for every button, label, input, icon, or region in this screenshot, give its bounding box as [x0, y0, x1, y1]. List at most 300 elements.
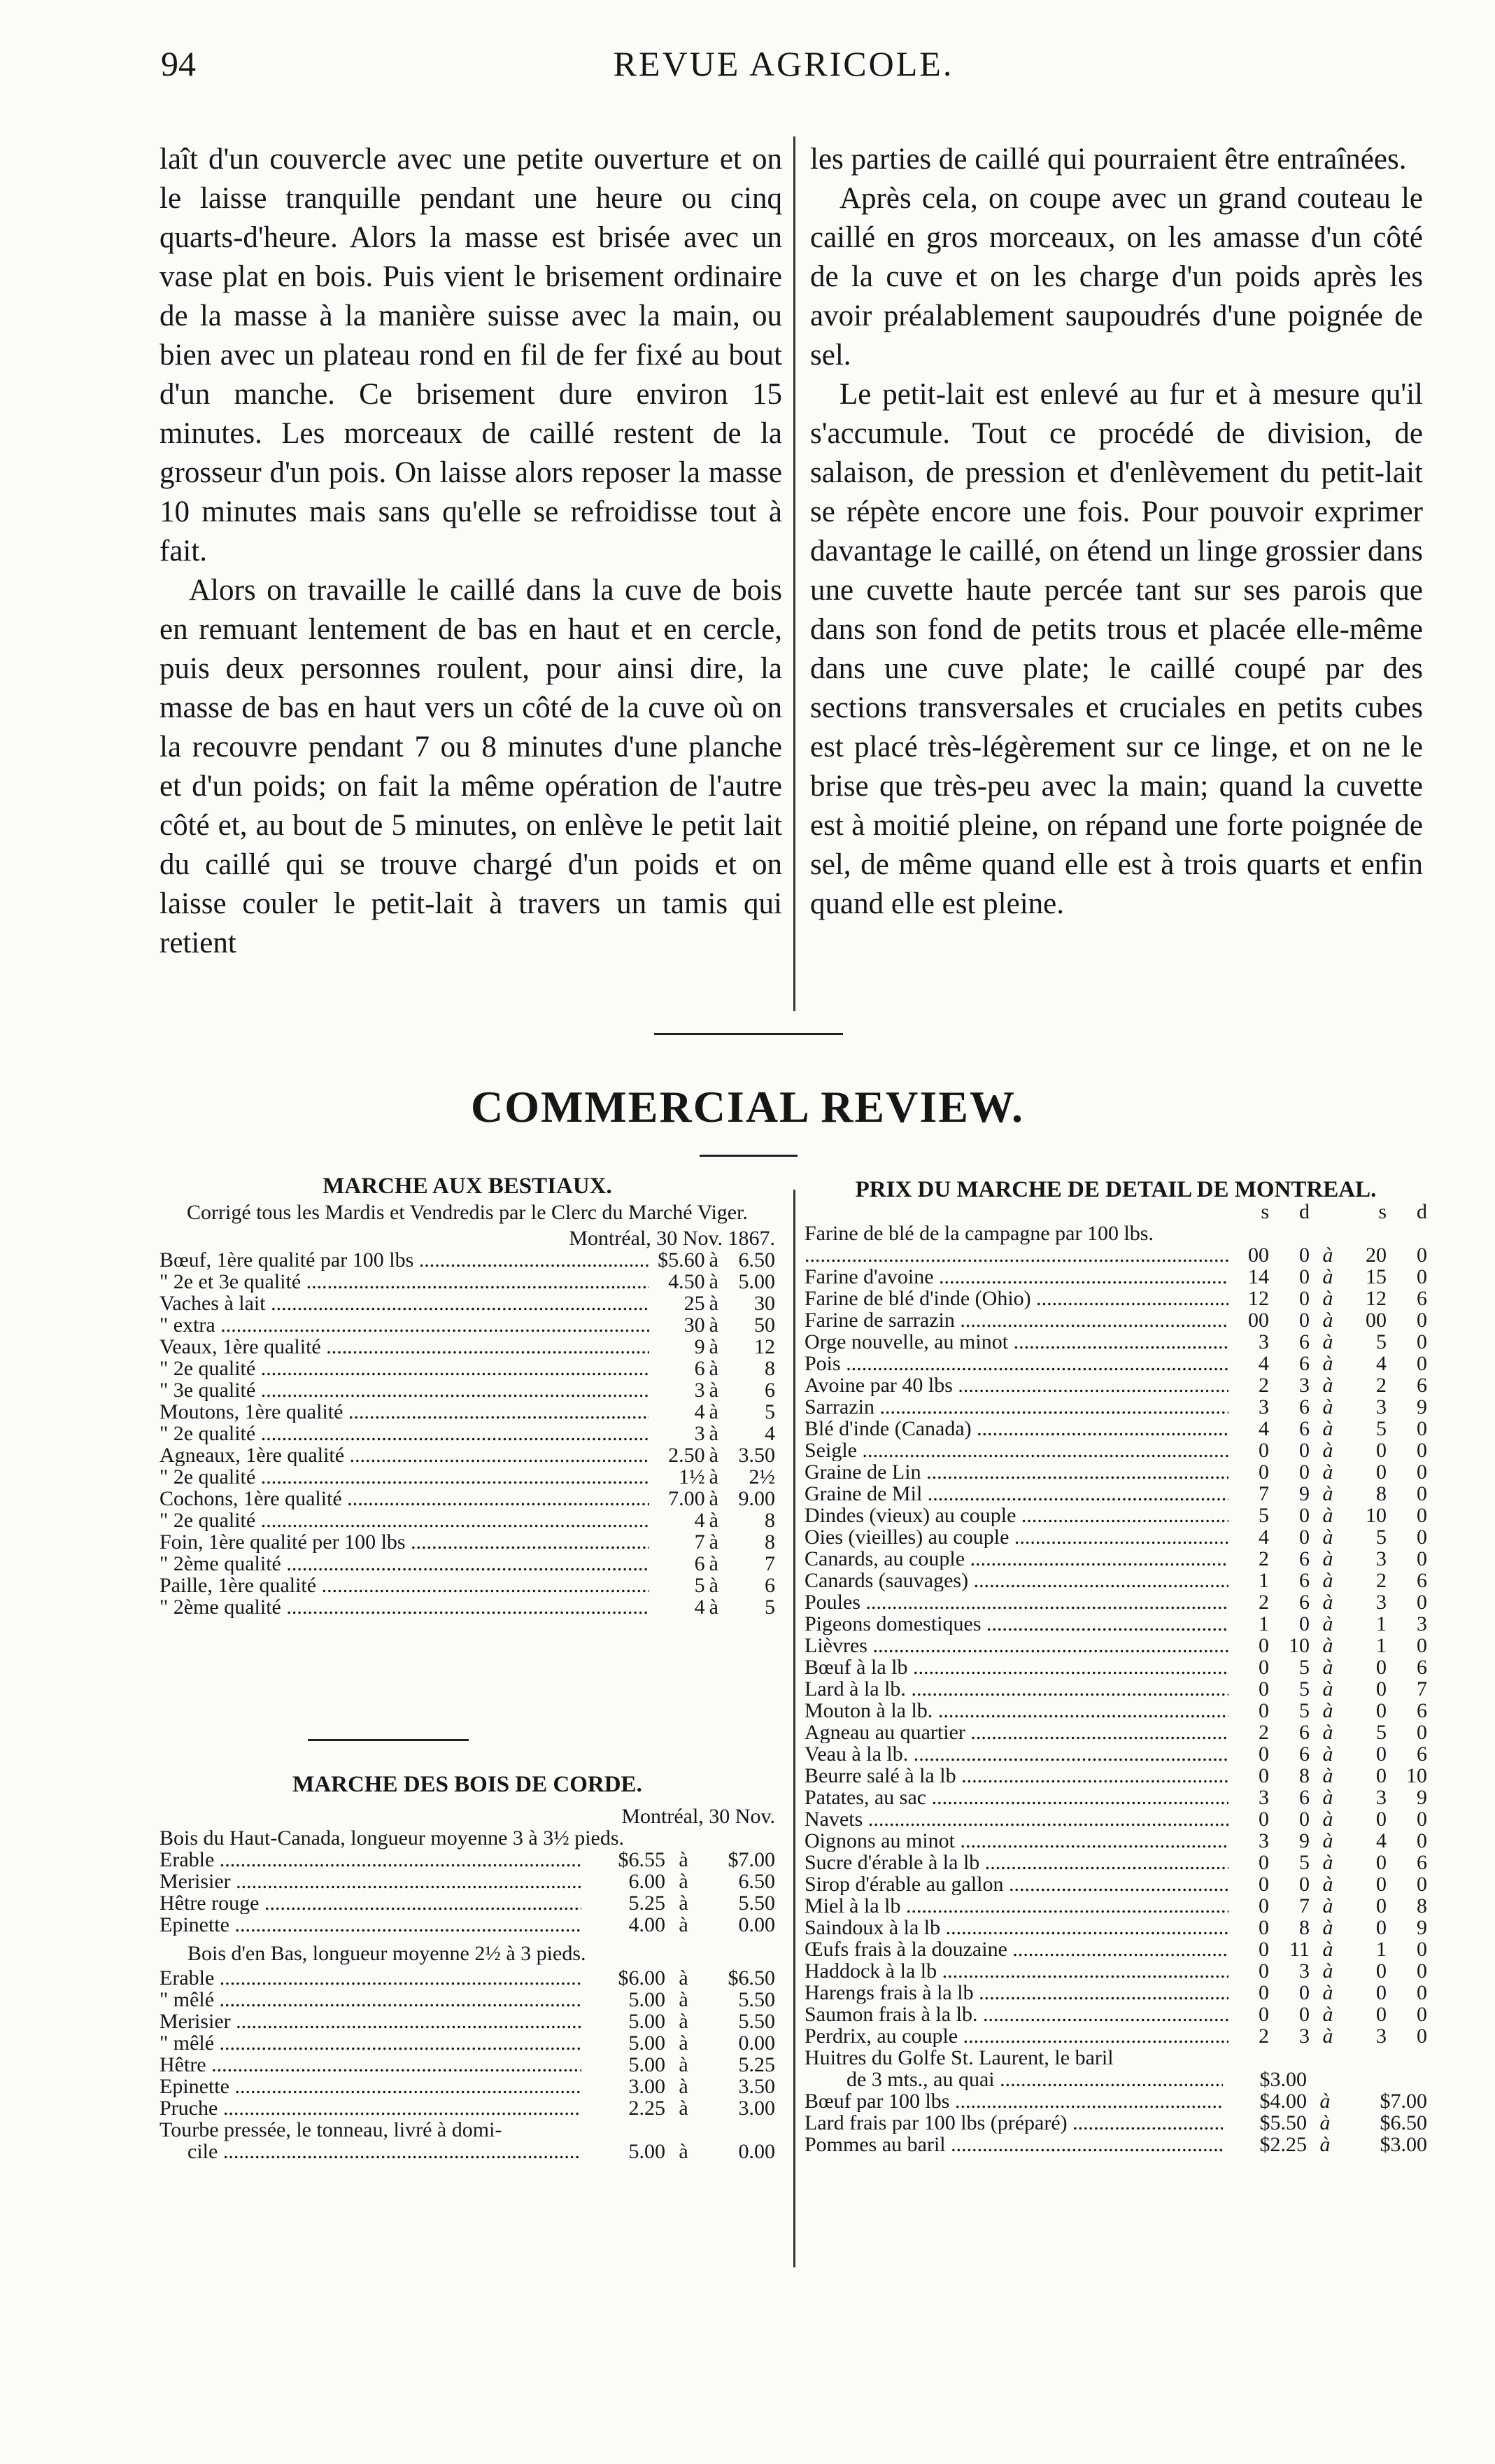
row-sep: à — [1322, 1656, 1333, 1679]
row-d-low: 0 — [1299, 1873, 1310, 1896]
row-s-high: 0 — [1376, 1439, 1387, 1462]
retail-market-table — [805, 1179, 1427, 2155]
wood-last-name-1: Tourbe pressée, le tonneau, livré à domi- — [160, 2118, 502, 2141]
row-d-high: 0 — [1417, 1526, 1427, 1549]
row-low: 7 — [694, 1530, 705, 1554]
row-name: Erable ..... — [160, 1849, 581, 1871]
row-s-high: 0 — [1376, 1894, 1387, 1917]
row-name: Paille, 1ère qualité ..... — [160, 1575, 649, 1596]
table-row — [160, 1575, 775, 1596]
wood-rows-lower — [160, 1967, 775, 2119]
retail-tail-rows — [805, 2090, 1427, 2155]
row-low: 2.25 — [628, 2097, 665, 2120]
row-d-low: 3 — [1299, 2025, 1310, 2048]
row-high: 5 — [765, 1400, 775, 1423]
table-row — [160, 2097, 775, 2119]
row-name: Farine d'avoine ..... — [805, 1266, 1228, 1288]
row-sep: à — [709, 1379, 718, 1402]
row-sep: à — [1322, 1612, 1333, 1635]
row-d-low: 11 — [1289, 1938, 1310, 1961]
row-d-low: 6 — [1299, 1547, 1310, 1570]
row-name: Bœuf à la lb ..... — [805, 1656, 1228, 1678]
row-sep: à — [1322, 2003, 1333, 2026]
row-low: 4.50 — [668, 1270, 705, 1293]
row-sep: à — [679, 2053, 688, 2076]
row-s-high: 0 — [1376, 1460, 1387, 1484]
row-s-low: 0 — [1259, 1938, 1269, 1961]
article-paragraph: Après cela, on coupe avec un grand couteau le caillé en gros morceaux, on les amasse d'un côté de la cuve et on les charge d'un poids après les avoir préalablement saupoudrés d'une poignée de sel. — [810, 182, 1423, 372]
row-sep: à — [1322, 1764, 1333, 1787]
row-name: Moutons, 1ère qualité ..... — [160, 1401, 649, 1423]
row-sep: à — [709, 1596, 718, 1619]
row-d-high: 0 — [1417, 1547, 1427, 1570]
row-high: 7 — [765, 1552, 775, 1575]
row-d-high: 0 — [1417, 1721, 1427, 1744]
row-d-high: 0 — [1417, 1959, 1427, 1983]
row-sep: à — [1322, 1439, 1333, 1462]
row-name: Navets ..... — [805, 1808, 1228, 1830]
row-sep: à — [1322, 1244, 1333, 1267]
row-sep: à — [1322, 1634, 1333, 1657]
column-divider — [793, 1190, 795, 2267]
row-low: $5.50 — [1259, 2111, 1307, 2134]
row-s-low: 1 — [1259, 1569, 1269, 1592]
row-d-low: 6 — [1299, 1591, 1310, 1614]
row-sep: à — [709, 1465, 718, 1488]
table-row — [805, 1873, 1427, 1895]
article-paragraph: les parties de caillé qui pourraient être entraînées. — [810, 143, 1407, 176]
table-row — [805, 2025, 1427, 2047]
row-name: Vaches à lait ..... — [160, 1293, 649, 1314]
row-sep: à — [709, 1292, 718, 1315]
row-s-low: 0 — [1259, 1634, 1269, 1657]
row-low: 6 — [694, 1552, 705, 1575]
row-s-low: 2 — [1259, 1591, 1269, 1614]
row-d-low: 5 — [1299, 1851, 1310, 1874]
row-d-high: 0 — [1417, 1829, 1427, 1852]
row-d-low: 6 — [1299, 1786, 1310, 1809]
row-d-low: 10 — [1289, 1634, 1310, 1657]
row-name: Miel à la lb ..... — [805, 1895, 1228, 1917]
row-name: Canards, au couple ..... — [805, 1548, 1228, 1570]
row-s-low: 0 — [1259, 1439, 1269, 1462]
row-s-high: 0 — [1376, 2003, 1387, 2026]
row-high: 5.50 — [738, 2010, 775, 2033]
retail-first-line: Farine de blé de la campagne par 100 lbs. — [805, 1222, 1154, 1245]
row-d-high: 3 — [1417, 1612, 1427, 1635]
row-sep: à — [709, 1270, 718, 1293]
row-high: 3.00 — [738, 2097, 775, 2120]
row-d-low: 8 — [1299, 1764, 1310, 1787]
table-row — [160, 1379, 775, 1401]
row-high: 6 — [765, 1379, 775, 1402]
table-row — [160, 1914, 775, 1936]
row-sep: à — [1322, 1374, 1333, 1397]
row-sep: à — [1322, 1743, 1333, 1766]
row-d-low: 7 — [1299, 1894, 1310, 1917]
row-d-high: 0 — [1417, 1265, 1427, 1288]
row-sep: à — [1322, 1938, 1333, 1961]
row-s-low: 14 — [1248, 1265, 1269, 1288]
row-s-low: 0 — [1259, 1764, 1269, 1787]
col-head: d — [1299, 1200, 1310, 1223]
row-s-high: 0 — [1376, 1677, 1387, 1701]
row-name: Blé d'inde (Canada) ..... — [805, 1418, 1228, 1439]
row-s-high: 2 — [1376, 1569, 1387, 1592]
row-high: 50 — [754, 1314, 775, 1337]
row-name: Lard à la lb. ..... — [805, 1678, 1228, 1700]
row-s-low: 0 — [1259, 1460, 1269, 1484]
table-row — [160, 2032, 775, 2054]
table-row — [805, 1700, 1427, 1722]
row-d-high: 7 — [1417, 1677, 1427, 1701]
table-row — [805, 1743, 1427, 1765]
row-s-high: 4 — [1376, 1352, 1387, 1375]
row-s-high: 8 — [1376, 1482, 1387, 1505]
row-name: Oignons au minot ..... — [805, 1830, 1228, 1852]
row-high: 0.00 — [738, 2140, 775, 2163]
title-underline — [700, 1155, 798, 1157]
table-row — [805, 1982, 1427, 2004]
table-row — [805, 1938, 1427, 1960]
column-heads — [805, 1201, 1427, 1223]
row-d-high: 0 — [1417, 1938, 1427, 1961]
row-s-low: 3 — [1259, 1330, 1269, 1353]
table-row — [160, 1314, 775, 1336]
row-name — [805, 1244, 1228, 1266]
row-sep: à — [679, 2140, 688, 2163]
row-d-low: 0 — [1299, 1439, 1310, 1462]
row-d-high: 6 — [1417, 1287, 1427, 1310]
row-s-low: 4 — [1259, 1352, 1269, 1375]
row-s-high: 3 — [1376, 1591, 1387, 1614]
table-subtitle: Corrigé tous les Mardis et Vendredis par le Clerc du Marché Viger. — [187, 1201, 748, 1224]
table-row — [160, 1401, 775, 1423]
page-header — [161, 43, 1406, 92]
retail-rows — [805, 1244, 1427, 2047]
row-high: 0.00 — [738, 1913, 775, 1936]
row-name: Sucre d'érable à la lb ..... — [805, 1852, 1228, 1873]
row-name: " 3e qualité ..... — [160, 1379, 649, 1401]
row-sep: à — [1322, 1677, 1333, 1701]
row-s-high: 4 — [1376, 1829, 1387, 1852]
row-name: Merisier ..... — [160, 2011, 581, 2032]
table-row — [805, 1483, 1427, 1505]
row-sep: à — [709, 1248, 718, 1272]
row-d-high: 6 — [1417, 1743, 1427, 1766]
row-low: 5.00 — [628, 2032, 665, 2055]
section-title: COMMERCIAL REVIEW. — [470, 1082, 1025, 1132]
row-sep: à — [1322, 1981, 1333, 2004]
row-s-high: 0 — [1376, 1699, 1387, 1722]
row-sep: à — [1322, 1786, 1333, 1809]
row-sep: à — [1322, 1591, 1333, 1614]
row-s-low: 0 — [1259, 1894, 1269, 1917]
table-row — [805, 1852, 1427, 1873]
table-row — [805, 1505, 1427, 1526]
row-s-high: 0 — [1376, 1656, 1387, 1679]
row-name: Farine de sarrazin ..... — [805, 1309, 1228, 1331]
row-name: Pommes au baril ..... — [805, 2134, 1223, 2155]
row-s-low: 3 — [1259, 1395, 1269, 1418]
row-s-low: 0 — [1259, 1959, 1269, 1983]
row-s-high: 3 — [1376, 1395, 1387, 1418]
row-s-low: 0 — [1259, 1808, 1269, 1831]
row-sep: à — [1322, 1894, 1333, 1917]
table-row — [805, 1439, 1427, 1461]
row-name: Bœuf, 1ère qualité par 100 lbs ..... — [160, 1249, 649, 1271]
row-s-high: 5 — [1376, 1721, 1387, 1744]
table-row — [805, 1396, 1427, 1418]
row-name: Perdrix, au couple ..... — [805, 2025, 1228, 2047]
table-row — [805, 2069, 1427, 2090]
row-d-high: 0 — [1417, 1309, 1427, 1332]
row-sep: à — [1322, 1504, 1333, 1527]
row-s-low: 0 — [1259, 1873, 1269, 1896]
row-name: Avoine par 40 lbs ..... — [805, 1374, 1228, 1396]
row-name: Erable ..... — [160, 1967, 581, 1989]
row-d-low: 5 — [1299, 1699, 1310, 1722]
row-s-low: 4 — [1259, 1417, 1269, 1440]
row-d-high: 9 — [1417, 1786, 1427, 1809]
row-high: 3.50 — [738, 2075, 775, 2098]
row-s-low: 0 — [1259, 1851, 1269, 1874]
row-s-low: 3 — [1259, 1829, 1269, 1852]
row-name: Oies (vieilles) au couple ..... — [805, 1526, 1228, 1548]
row-high: 3.50 — [738, 1444, 775, 1467]
row-d-low: 0 — [1299, 1612, 1310, 1635]
row-high: 5.50 — [738, 1988, 775, 2011]
row-name: Graine de Mil ..... — [805, 1483, 1228, 1505]
row-s-low: 7 — [1259, 1482, 1269, 1505]
row-sep: à — [1322, 1417, 1333, 1440]
table-row — [805, 1787, 1427, 1808]
row-d-high: 6 — [1417, 1851, 1427, 1874]
table-row — [805, 1656, 1427, 1678]
row-d-low: 0 — [1299, 1265, 1310, 1288]
row-d-high: 0 — [1417, 2003, 1427, 2026]
row-low: $5.60 — [658, 1248, 705, 1272]
row-d-high: 9 — [1417, 1916, 1427, 1939]
row-sep: à — [1322, 1721, 1333, 1744]
table-row — [160, 1989, 775, 2011]
row-d-low: 0 — [1299, 1981, 1310, 2004]
row-name: Seigle ..... — [805, 1439, 1228, 1461]
row-name: " 2e qualité ..... — [160, 1509, 649, 1531]
row-name: Hêtre ..... — [160, 2054, 581, 2076]
row-low: 3 — [694, 1422, 705, 1445]
row-sep: à — [1319, 2111, 1331, 2134]
row-s-low: 3 — [1259, 1786, 1269, 1809]
row-sep: à — [679, 1848, 688, 1871]
row-d-low: 6 — [1299, 1721, 1310, 1744]
row-name: Pois ..... — [805, 1353, 1228, 1374]
row-s-high: 12 — [1366, 1287, 1387, 1310]
row-s-low: 0 — [1259, 1677, 1269, 1701]
row-sep: à — [1319, 2133, 1331, 2156]
row-s-high: 15 — [1366, 1265, 1387, 1288]
row-d-low: 0 — [1299, 1808, 1310, 1831]
row-s-high: 3 — [1376, 1786, 1387, 1809]
row-name: Sarrazin ..... — [805, 1396, 1228, 1418]
row-s-high: 0 — [1376, 1851, 1387, 1874]
row-name: Pigeons domestiques ..... — [805, 1613, 1228, 1635]
row-name: Beurre salé à la lb ..... — [805, 1765, 1228, 1787]
dateline: Montréal, 30 Nov. — [621, 1805, 775, 1828]
row-s-low: 0 — [1259, 1656, 1269, 1679]
row-sep: à — [679, 1966, 688, 1990]
row-s-high: 0 — [1376, 1873, 1387, 1896]
row-name: Sirop d'érable au gallon ..... — [805, 1873, 1228, 1895]
row-name: Hêtre rouge ..... — [160, 1892, 581, 1914]
row-sep: à — [1322, 1526, 1333, 1549]
row-d-low: 3 — [1299, 1374, 1310, 1397]
row-sep: à — [709, 1444, 718, 1467]
row-high: 8 — [765, 1530, 775, 1554]
table-row — [805, 1548, 1427, 1570]
row-name: " 2e et 3e qualité ..... — [160, 1271, 649, 1293]
row-high: $7.00 — [728, 1848, 775, 1871]
row-s-low: 00 — [1248, 1244, 1269, 1267]
row-s-low: 2 — [1259, 1721, 1269, 1744]
row-name: Veau à la lb. ..... — [805, 1743, 1228, 1765]
row-s-low: 5 — [1259, 1504, 1269, 1527]
row-name: cile ..... — [160, 2141, 581, 2162]
row-d-low: 6 — [1299, 1395, 1310, 1418]
row-name: Farine de blé d'inde (Ohio) ..... — [805, 1288, 1228, 1309]
row-s-low: 0 — [1259, 1699, 1269, 1722]
table-row — [160, 1488, 775, 1509]
row-high: 8 — [765, 1357, 775, 1380]
row-d-high: 0 — [1417, 1504, 1427, 1527]
row-high: 6.50 — [738, 1248, 775, 1272]
row-name: " mêlé ..... — [160, 2032, 581, 2054]
row-s-high: 5 — [1376, 1526, 1387, 1549]
row-high: 6 — [765, 1574, 775, 1597]
table-row — [160, 1849, 775, 1871]
table-row — [160, 1249, 775, 1271]
row-sep: à — [1322, 1699, 1333, 1722]
row-sep: à — [1322, 1829, 1333, 1852]
table-title: MARCHE DES BOIS DE CORDE. — [292, 1772, 642, 1797]
table-row — [160, 1293, 775, 1314]
row-d-low: 6 — [1299, 1743, 1310, 1766]
table-separator — [308, 1739, 469, 1741]
row-high: 9.00 — [738, 1487, 775, 1510]
table-row — [805, 1591, 1427, 1613]
table-row — [160, 1466, 775, 1488]
row-high: 8 — [765, 1509, 775, 1532]
row-sep: à — [709, 1335, 718, 1358]
row-s-high: 0 — [1376, 1959, 1387, 1983]
row-price: $3.00 — [1259, 2068, 1307, 2091]
row-sep: à — [709, 1530, 718, 1554]
table-row — [805, 1331, 1427, 1353]
row-sep: à — [1322, 1482, 1333, 1505]
article-paragraph: Le petit-lait est enlevé au fur et à mesure qu'il s'accumule. Tout ce procédé de division, de salaison, de pression et d'enlèvement du petit-lait se répète encore une fois. Pour pouvoir exprimer davantage le caillé, on étend un linge grossier dans une cuvette haute percée tant sur ses parois que dans son fond de petits trous et placée elle-même dans une cuve plate; le caillé coupé par des sections transversales et cruciales en petits cubes est placé très-légèrement sur ce linge, et on ne le brise que très-peu avec la main; quand la cuvette est à moitié pleine, on répand une forte poignée de sel, de même quand elle est à trois quarts et enfin quand elle est pleine. — [810, 378, 1423, 920]
row-sep: à — [709, 1357, 718, 1380]
row-sep: à — [679, 2032, 688, 2055]
row-high: 4 — [765, 1422, 775, 1445]
row-high: 5.25 — [738, 2053, 775, 2076]
row-name: Cochons, 1ère qualité ..... — [160, 1488, 649, 1509]
row-s-low: 2 — [1259, 1374, 1269, 1397]
table-row — [160, 2054, 775, 2076]
row-high: 30 — [754, 1292, 775, 1315]
row-s-low: 0 — [1259, 1916, 1269, 1939]
row-d-low: 0 — [1299, 1460, 1310, 1484]
article-paragraph: laît d'un couvercle avec une petite ouverture et on le laisse tranquille pendant une heure ou cinq quarts-d'heure. Alors la masse est brisée avec un vase plat en bois. Puis vient le brisement ordinaire de la masse à la manière suisse avec la main, ou bien avec un plateau rond en fil de fer fixé au bout d'un manche. Ce brisement dure environ 15 minutes. Les morceaux de caillé restent de la grosseur d'un pois. On laisse alors reposer la masse 10 minutes mais sans qu'elle se refroidisse tout à fait. — [160, 143, 782, 568]
row-name: Graine de Lin ..... — [805, 1461, 1228, 1483]
article-right-column — [810, 140, 1423, 924]
row-sep: à — [1322, 1395, 1333, 1418]
row-d-low: 0 — [1299, 1244, 1310, 1267]
row-sep: à — [679, 2075, 688, 2098]
row-high: 6.50 — [738, 1870, 775, 1893]
row-d-high: 0 — [1417, 2025, 1427, 2048]
table-row — [160, 2076, 775, 2097]
row-high: 5 — [765, 1596, 775, 1619]
row-name: Orge nouvelle, au minot ..... — [805, 1331, 1228, 1353]
row-d-high: 0 — [1417, 1482, 1427, 1505]
table-row — [805, 1309, 1427, 1331]
row-low: 5 — [694, 1574, 705, 1597]
row-s-high: 0 — [1376, 1981, 1387, 2004]
row-low: 6.00 — [628, 1870, 665, 1893]
wood-subheading: Bois du Haut-Canada, longueur moyenne 3 à 3½ pieds. — [160, 1826, 625, 1850]
row-sep: à — [1322, 1851, 1333, 1874]
row-d-high: 9 — [1417, 1395, 1427, 1418]
section-separator — [654, 1033, 843, 1035]
row-name: Canards (sauvages) ..... — [805, 1570, 1228, 1591]
table-row — [805, 1418, 1427, 1439]
row-d-low: 6 — [1299, 1417, 1310, 1440]
row-name: Œufs frais à la douzaine ..... — [805, 1938, 1228, 1960]
table-row — [160, 1871, 775, 1892]
row-sep: à — [1322, 1330, 1333, 1353]
table-row — [805, 1960, 1427, 1982]
row-s-low: 2 — [1259, 1547, 1269, 1570]
row-s-high: 2 — [1376, 1374, 1387, 1397]
row-d-high: 0 — [1417, 1352, 1427, 1375]
row-sep: à — [709, 1314, 718, 1337]
table-row — [160, 1509, 775, 1531]
row-sep: à — [709, 1487, 718, 1510]
row-sep: à — [1322, 1309, 1333, 1332]
row-low: 4 — [694, 1400, 705, 1423]
row-name: " 2ème qualité ..... — [160, 1553, 649, 1575]
row-d-low: 0 — [1299, 2003, 1310, 2026]
table-row — [805, 1266, 1427, 1288]
row-name: Lièvres ..... — [805, 1635, 1228, 1656]
table-row — [805, 1374, 1427, 1396]
row-sep: à — [679, 1870, 688, 1893]
row-low: 4 — [694, 1596, 705, 1619]
row-sep: à — [1322, 1287, 1333, 1310]
table-row — [805, 1917, 1427, 1938]
row-d-high: 0 — [1417, 1439, 1427, 1462]
table-row — [805, 1353, 1427, 1374]
row-d-high: 0 — [1417, 1417, 1427, 1440]
row-d-low: 6 — [1299, 1569, 1310, 1592]
table-row — [805, 1613, 1427, 1635]
row-sep: à — [1322, 1873, 1333, 1896]
oyster-line-1: Huitres du Golfe St. Laurent, le baril — [805, 2046, 1114, 2069]
row-high: $3.00 — [1380, 2133, 1427, 2156]
table-row — [805, 2090, 1427, 2112]
livestock-market-table — [160, 1176, 775, 1618]
row-name: de 3 mts., au quai ..... — [805, 2069, 1223, 2090]
